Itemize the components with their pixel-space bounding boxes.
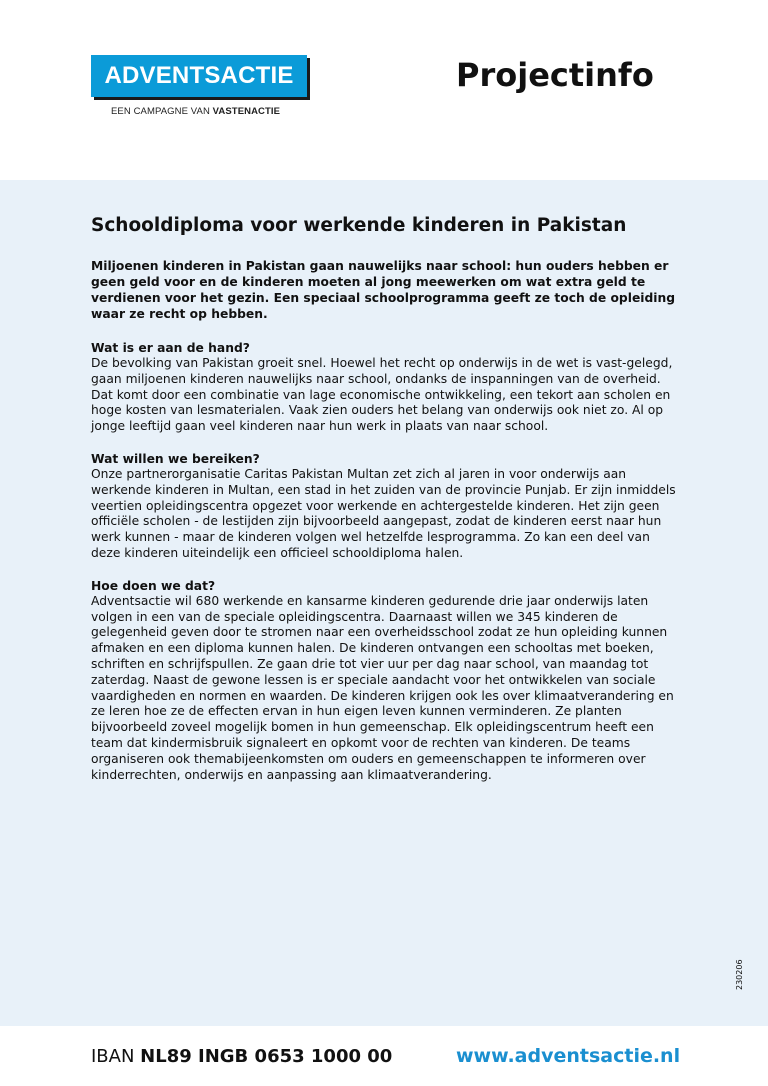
page-header — [0, 0, 768, 180]
document-code: 230206 — [735, 959, 744, 990]
section-heading: Hoe doen we dat? — [91, 578, 216, 593]
logo-tagline-brand: VASTENACTIE — [212, 106, 281, 117]
content-panel — [0, 180, 768, 1026]
project-article — [91, 214, 683, 799]
iban-number: NL89 INGB 0653 1000 00 — [140, 1046, 393, 1067]
section-goals — [91, 451, 683, 562]
iban-line — [91, 1046, 392, 1067]
section-body: Adventsactie wil 680 werkende en kansarme kinderen gedurende drie jaar onderwijs laten volgen in een van de speciale opleidingscentra. Daarnaast willen we 345 kinderen de gelegenheid geven door te stromen naar een overheidsschool zodat ze hun opleiding kunnen afmaken en een diploma kunnen halen. De kinderen ontvangen een schooltas met boeken, schriften en schrijfspullen. Ze gaan drie tot vier uur per dag naar school, van maandag tot zaterdag. Naast de gewone lessen is er speciale aandacht voor het ontwikkelen van sociale vaardigheden en normen en waarden. De kinderen krijgen ook les over klimaatverandering en ze leren hoe ze de effecten ervan in hun eigen leven kunnen verminderen. Ze planten bijvoorbeeld zoveel mogelijk bomen in hun gemeenschap. Elk opleidingscentrum heeft een team dat kindermisbruik signaleert en opkomt voor de rechten van kinderen. De teams organiseren ook themabijeenkomsten om ouders en gemeenschappen te informeren over kinderrechten, onderwijs en aanpassing aan klimaatverandering. — [91, 593, 674, 782]
logo-tagline — [111, 106, 280, 117]
adventsactie-logo — [91, 55, 309, 117]
section-heading: Wat is er aan de hand? — [91, 341, 250, 355]
website-link[interactable]: www.adventsactie.nl — [456, 1045, 681, 1067]
page-footer — [0, 1026, 768, 1086]
article-title: Schooldiploma voor werkende kinderen in Pakistan — [91, 215, 627, 236]
page-title: Projectinfo — [456, 56, 654, 94]
section-situation — [91, 340, 683, 435]
iban-label: IBAN — [91, 1046, 135, 1067]
section-body: De bevolking van Pakistan groeit snel. Hoewel het recht op onderwijs in de wet is vast-gelegd, gaan miljoenen kinderen nauwelijks naar school, ondanks de inspanningen van de overheid. Dat komt door een combinatie van lage economische ontwikkeling, een tekort aan scholen en hoge kosten van lesmaterialen. Vaak zien ouders het belang van onderwijs ook niet zo. Al op jonge leeftijd gaan veel kinderen naar hun werk in plaats van naar school. — [91, 356, 673, 434]
logo-wordmark: ADVENTSACTIE — [104, 62, 294, 89]
section-body: Onze partnerorganisatie Caritas Pakistan Multan zet zich al jaren in voor onderwijs aan werkende kinderen in Multan, een stad in het zuiden van de provincie Punjab. Er zijn inmiddels veertien opleidingscentra opgezet voor werkende en achtergestelde kinderen. Het zijn geen officiële scholen - de lestijden zijn bijvoorbeeld aangepast, zodat de kinderen eerst naar hun werk kunnen - maar de kinderen volgen wel hetzelfde lesprogramma. Zo kan een deel van deze kinderen uiteindelijk een officieel schooldiploma halen. — [91, 466, 676, 560]
section-approach — [91, 578, 683, 784]
article-intro: Miljoenen kinderen in Pakistan gaan nauwelijks naar school: hun ouders hebben er geen geld voor en de kinderen moeten al jong meewerken om wat extra geld te verdienen voor het gezin. Een speciaal schoolprogramma geeft ze toch de opleiding waar ze recht op hebben. — [91, 259, 676, 321]
section-heading: Wat willen we bereiken? — [91, 451, 260, 466]
logo-tagline-prefix: EEN CAMPAGNE VAN — [111, 106, 210, 117]
